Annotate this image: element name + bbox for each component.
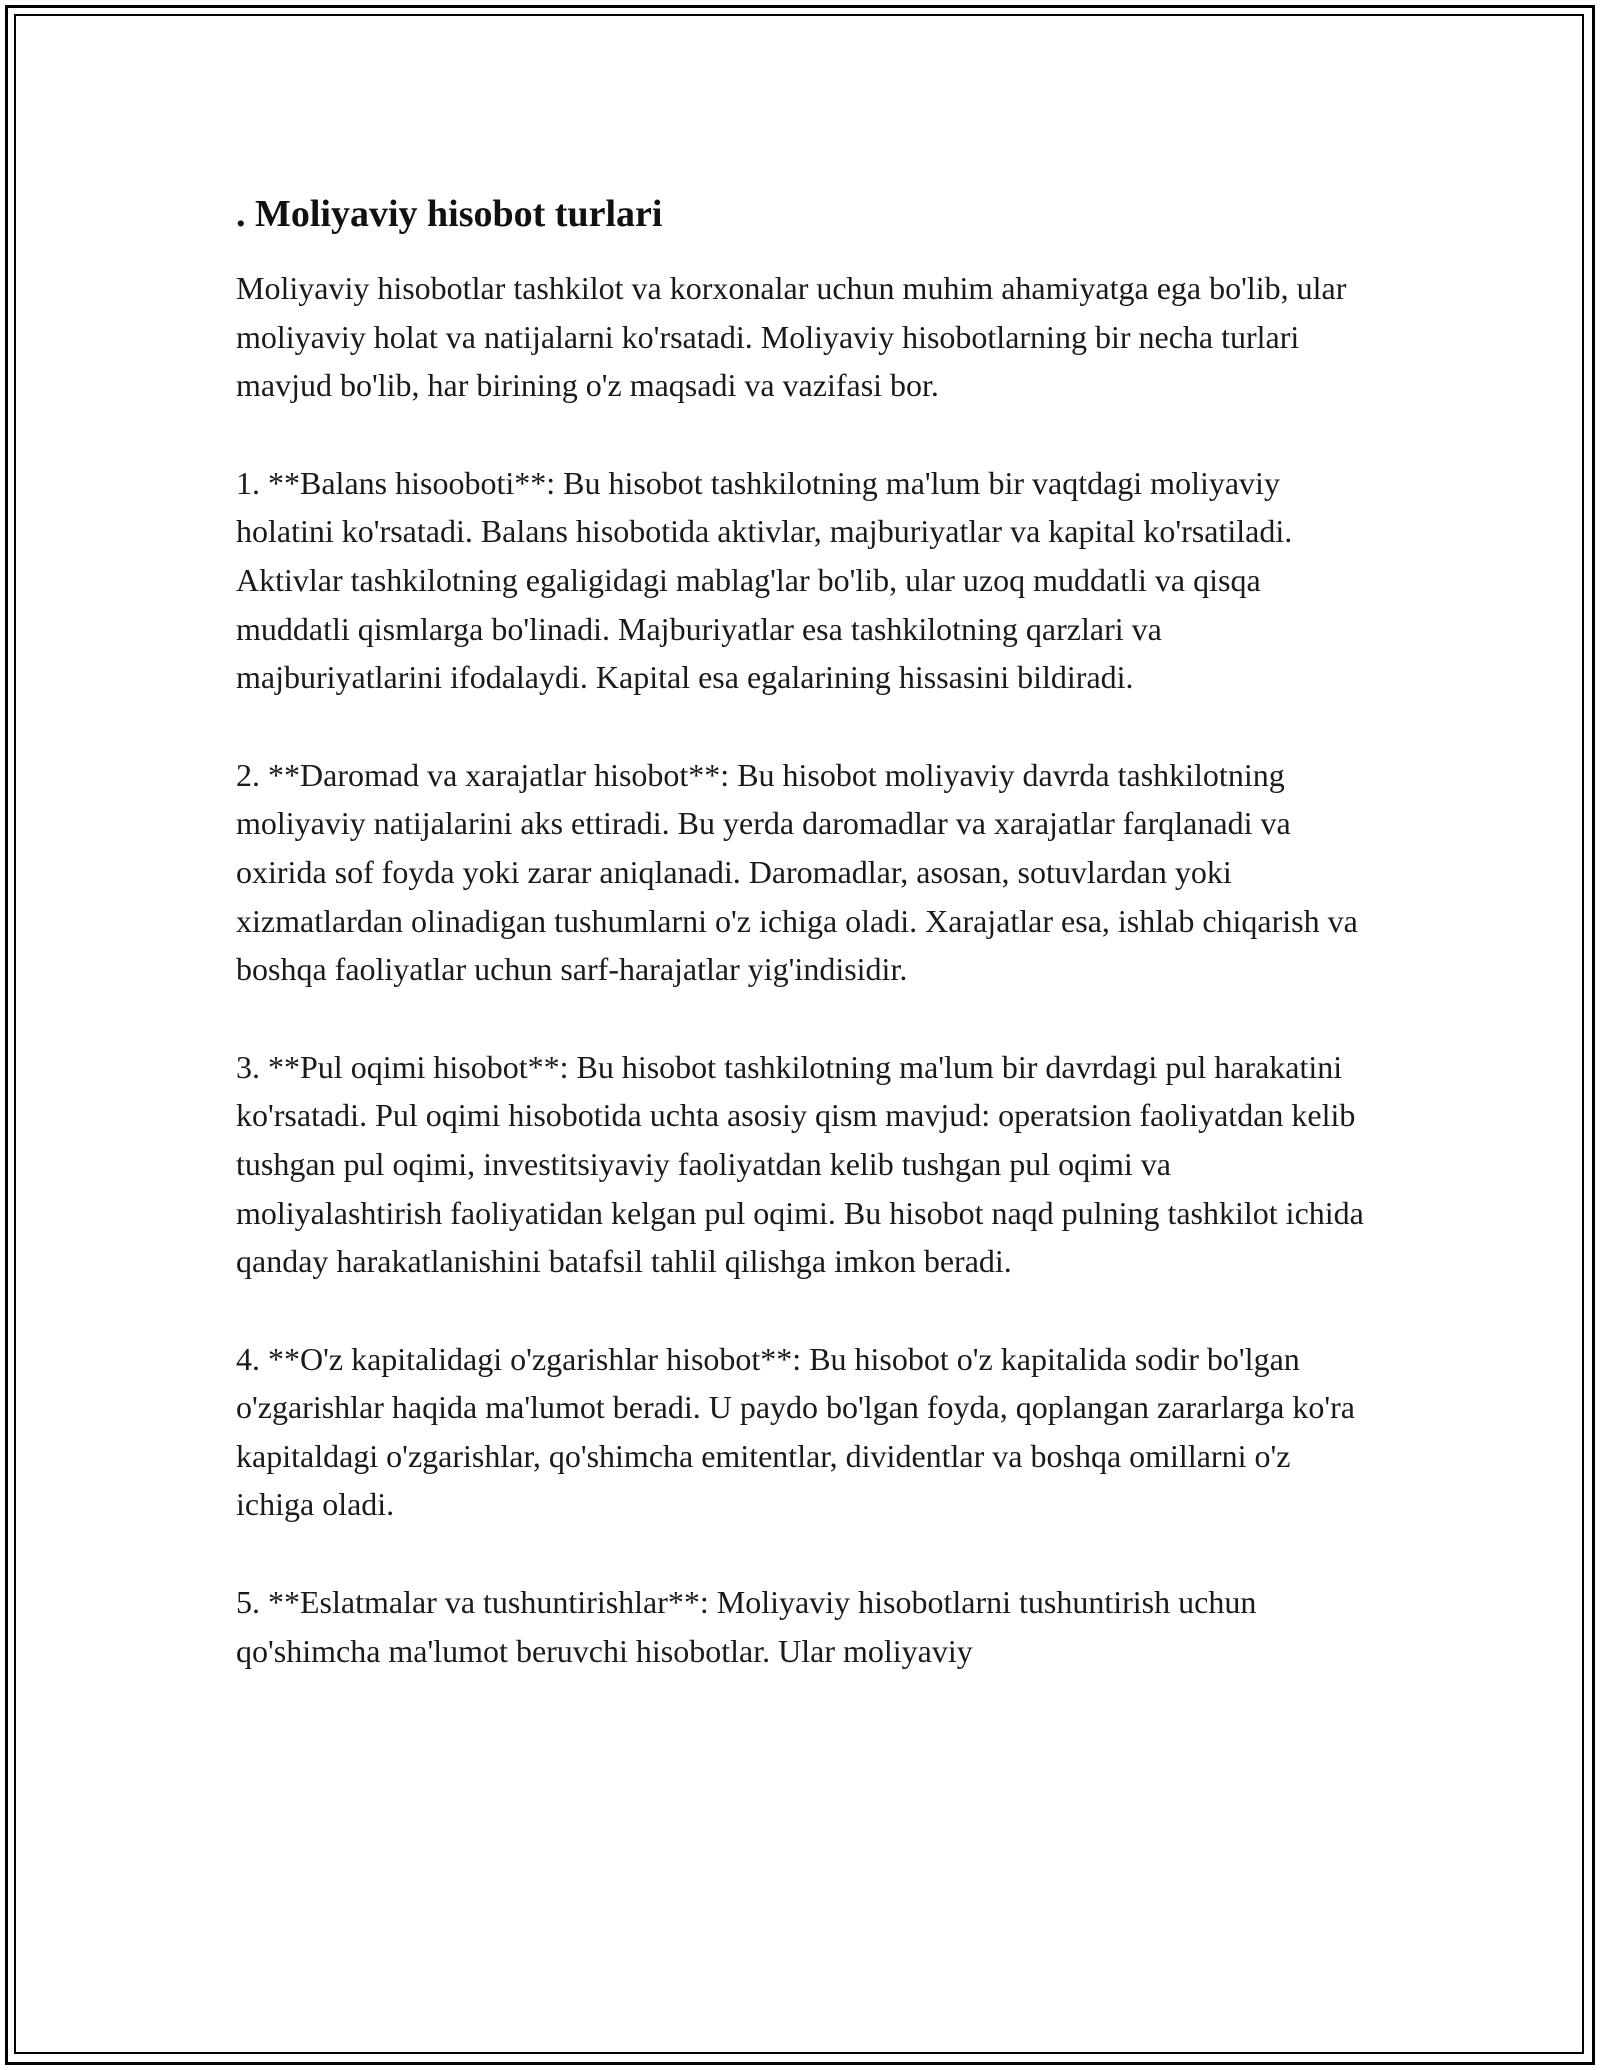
document-body [236, 186, 1366, 1675]
intro-paragraph: Moliyaviy hisobotlar tashkilot va korxonalar uchun muhim ahamiyatga ega bo'lib, ular moliyaviy holat va natijalarni ko'rsatadi. Moliyaviy hisobotlarning bir necha turlari mavjud bo'lib, har birining o'z maqsadi va vazifasi bor. [236, 270, 1347, 404]
equity-changes-paragraph: 4. **O'z kapitalidagi o'zgarishlar hisobot**: Bu hisobot o'z kapitalida sodir bo'lgan o'zgarishlar haqida ma'lumot beradi. U paydo bo'lgan foyda, qoplangan zararlarga ko'ra kapitaldagi o'zgarishlar, qo'shimcha emitentlar, dividentlar va boshqa omillarni o'z ichiga oladi. [236, 1340, 1355, 1523]
document-title: . Moliyaviy hisobot turlari [236, 193, 663, 235]
income-statement-paragraph: 2. **Daromad va xarajatlar hisobot**: Bu hisobot moliyaviy davrda tashkilotning moliyaviy natijalarini aks ettiradi. Bu yerda daromadlar va xarajatlar farqlanadi va oxirida sof foyda yoki zarar aniqlanadi. Daromadlar, asosan, sotuvlardan yoki xizmatlardan olinadigan tushumlarni o'z ichiga oladi. Xarajatlar esa, ishlab chiqarish va boshqa faoliyatlar uchun sarf-harajatlar yig'indisidir. [236, 756, 1358, 988]
balance-sheet-paragraph: 1. **Balans hisooboti**: Bu hisobot tashkilotning ma'lum bir vaqtdagi moliyaviy holatini ko'rsatadi. Balans hisobotida aktivlar, majburiyatlar va kapital ko'rsatiladi. Aktivlar tashkilotning egaligidagi mablag'lar bo'lib, ular uzoq muddatli va qisqa muddatli qismlarga bo'linadi. Majburiyatlar esa tashkilotning qarzlari va majburiyatlarini ifodalaydi. Kapital esa egalarining hissasini bildiradi. [236, 464, 1293, 696]
cash-flow-paragraph: 3. **Pul oqimi hisobot**: Bu hisobot tashkilotning ma'lum bir davrdagi pul harakatini ko'rsatadi. Pul oqimi hisobotida uchta asosiy qism mavjud: operatsion faoliyatdan kelib tushgan pul oqimi, investitsiyaviy faoliyatdan kelib tushgan pul oqimi va moliyalashtirish faoliyatidan kelgan pul oqimi. Bu hisobot naqd pulning tashkilot ichida qanday harakatlanishini batafsil tahlil qilishga imkon beradi. [236, 1048, 1364, 1280]
notes-paragraph: 5. **Eslatmalar va tushuntirishlar**: Moliyaviy hisobotlarni tushuntirish uchun qo'shimcha ma'lumot beruvchi hisobotlar. Ular moliyaviy [236, 1584, 1257, 1669]
